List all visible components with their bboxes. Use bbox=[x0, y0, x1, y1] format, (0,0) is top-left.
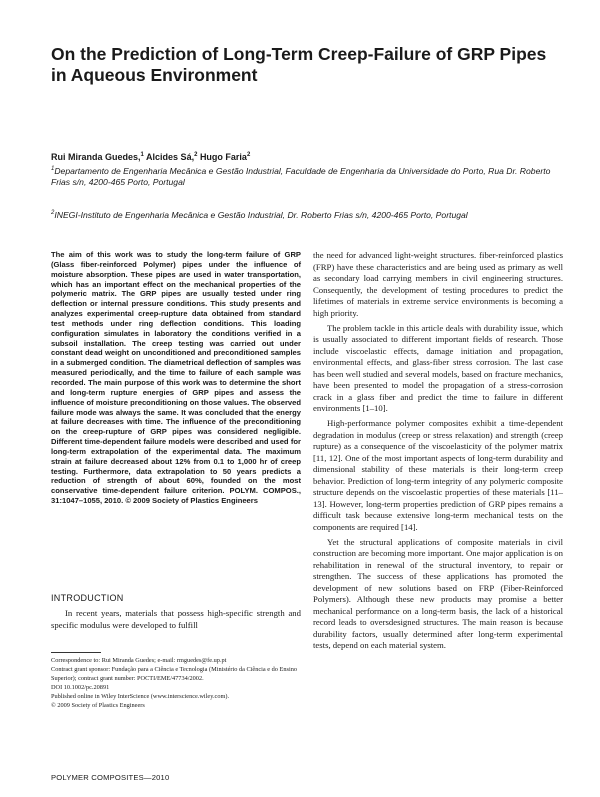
body-paragraph: Yet the structural applications of composite materials in civil construction are becoming more important. One major application is on rehabilitation in renewal of the structural inventory, to repair or strengthen. The success of these applications has promoted the development of new solutions based on FRP (Fiber-Reinforced Polymers). Although these new products may promise a better mechanical performance on a long-term basis, the lack of a historical record leads to oversdesigned structures. The main reason is because durability factors, usually determined after long-term experimental tests, depend on each material system. bbox=[313, 536, 563, 650]
abstract: The aim of this work was to study the long-term failure of GRP (Glass fiber-reinforced Polymer) pipes under the influence of moisture absorption. These pipes are used in water transportation, which has an important effect on the mechanical properties of the polymeric matrix. The GRP pipes are usually tested under ring deflection or internal pressure conditions. This study presents and analyzes experimental creep-rupture data obtained from standard test methods under ring deflection conditions. This loading configuration simulates in laboratory the conditions verified in a subsoil installation. The creep testing was carried out under constant dead weight on unconditioned and preconditioned samples in a submerged condition. The diametrical deflection of samples was measured periodically, and the time to failure of each sample was recorded. The main purpose of this work was to determine the short and long-term rupture energies of GRP pipes and assess the influence of moisture preconditioning on those values. The observed failure mode was always the same. It was concluded that the energy at failure decreases with time. The influence of the preconditioning on the creep-rupture of GRP pipes was considered negligible. Different time-dependent failure models were described and used for long-term extrapolation of the experimental data. The maximum strain at failure decreased about 12% from 0.1 to 1,000 hr of creep testing. Furthermore, data extrapolation to 50 years predicts a reduction of strength of about 60%, founded on the most conservative time-dependent failure criterion. POLYM. COMPOS., 31:1047–1055, 2010. © 2009 Society of Plastics Engineers bbox=[51, 250, 301, 506]
body-paragraph: High-performance polymer composites exhibit a time-dependent degradation in modulus (creep or stress relaxation) and strength (creep rupture) as a consequence of the viscoelasticity of the polymer matrix [11, 12]. One of the most important aspects of long-term durability and dimensional stability of these materials is their long-term creep behavior. Prediction of long-term integrity of any polymeric composite structure depends on the viscoelastic properties of these materials [11–13]. However, long-term properties prediction of GRP pipes remains a difficult task because extensive long-term mechanical tests on the components are required [14]. bbox=[313, 418, 563, 532]
footnote-divider bbox=[51, 652, 101, 653]
author-affiliation-mark: 2 bbox=[246, 152, 251, 158]
body-paragraph: In recent years, materials that possess high-specific strength and specific modulus were developed to fulfill bbox=[51, 608, 301, 630]
author-affiliation-mark: 2 bbox=[194, 152, 198, 158]
footnote-copyright: © 2009 Society of Plastics Engineers bbox=[51, 702, 145, 709]
affiliation bbox=[51, 166, 571, 188]
article-title: On the Prediction of Long-Term Creep-Failure of GRP Pipes in Aqueous Environment bbox=[51, 44, 547, 85]
footnote-grant: Contract grant sponsor: Fundação para a Ciência e Tecnologia (Ministério da Ciência e do Ensino Superior); contract grant number: POCTI/EME/47734/2002. bbox=[51, 666, 297, 682]
affiliation-text: INEGI-Instituto de Engenharia Mecânica e Gestão Industrial, Dr. Roberto Frias s/n, 4200-465 Porto, Portugal bbox=[54, 210, 468, 220]
footnotes bbox=[51, 656, 301, 710]
author-affiliation-mark: 1 bbox=[140, 152, 144, 158]
body-paragraph: The problem tackle in this article deals with durability issue, which is usually associated to different important fields of research. Those include viscoelastic effects, damage initiation and propagation, environmental effects, and glass-fiber stress corrosion. The last case has been well studied and several models, based on fracture mechanics, have been presented to model the propagation of a stress-corrosion crack in a glass fiber and predict the time to failure in different environments [1–10]. bbox=[313, 322, 563, 413]
author-name: Alcides Sá, bbox=[146, 152, 195, 162]
author-list bbox=[51, 152, 250, 163]
footnote-doi: DOI 10.1002/pc.20891 bbox=[51, 684, 110, 691]
affiliation-text: Departamento de Engenharia Mecânica e Gestão Industrial, Faculdade de Engenharia da Universidade do Porto, Rua Dr. Roberto Frias s/n, 4200-465 Porto, Portugal bbox=[51, 166, 551, 188]
author-name: Rui Miranda Guedes, bbox=[51, 152, 141, 162]
page-footer: POLYMER COMPOSITES—2010 bbox=[51, 773, 170, 782]
body-paragraph: the need for advanced light-weight structures. fiber-reinforced plastics (FRP) have these characteristics and are being used as primary as well as secondary load carrying members in civil engineering structures. Consequently, the development of testing procedures to predict the lifetimes of materials in extreme service environments is becoming a high priority. bbox=[313, 250, 563, 318]
footnote-correspondence: Correspondence to: Rui Miranda Guedes; e-mail: rmguedes@fe.up.pt bbox=[51, 657, 227, 664]
footnote-published: Published online in Wiley InterScience (www.interscience.wiley.com). bbox=[51, 693, 230, 700]
affiliation bbox=[51, 210, 571, 221]
section-heading: INTRODUCTION bbox=[51, 593, 124, 603]
affiliation-mark: 1 bbox=[51, 166, 55, 173]
author-name: Hugo Faria bbox=[199, 152, 247, 162]
affiliation-mark: 2 bbox=[51, 210, 55, 217]
right-column bbox=[313, 250, 563, 652]
